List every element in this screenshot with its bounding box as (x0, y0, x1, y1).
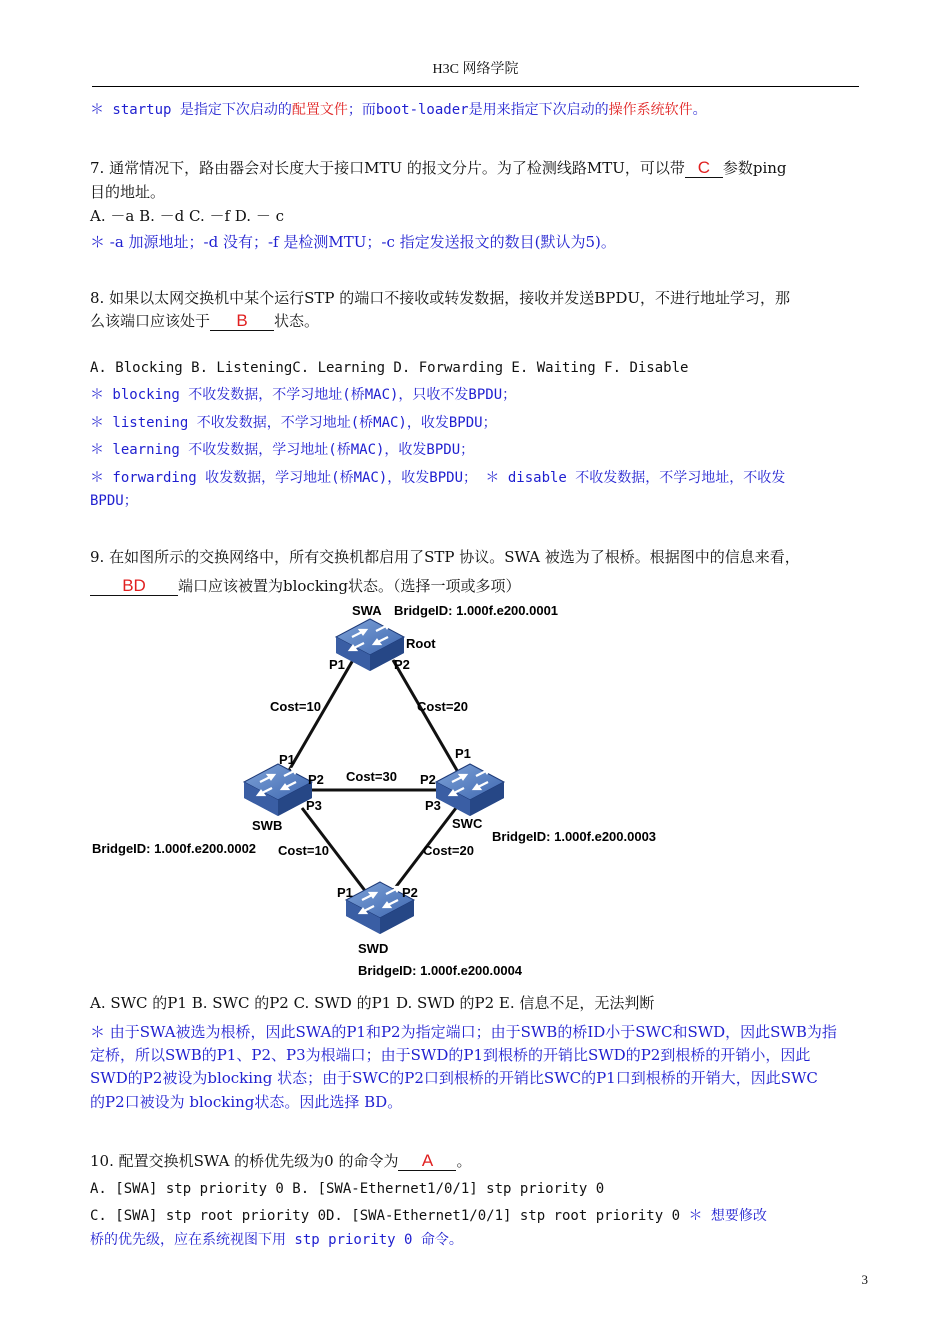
cost-swa-swb: Cost=10 (270, 699, 321, 714)
q9-note-2: 定桥，所以SWB的P1、P2、P3为根端口；由于SWD的P1到根桥的开销比SWD的P2到根桥的开销小，因此 (90, 1046, 811, 1064)
startup-note-text-1: ＊ startup 是指定下次启动的 (90, 102, 292, 118)
swa-bridge-id: BridgeID: 1.000f.e200.0001 (394, 603, 559, 618)
q10-answer-blank (398, 1152, 456, 1171)
q9-stem-line-1: 9. 在如图所示的交换网络中，所有交换机都启用了STP 协议。SWA 被选为了根桥。根据图中的信息来看， (90, 548, 800, 566)
swc-port-p3: P3 (425, 798, 441, 813)
q8-note-3: ＊ learning 不收发数据，学习地址(桥MAC)，收发BPDU； (90, 442, 475, 458)
q8-answer-blank (210, 312, 274, 331)
q8-answer: B (236, 311, 248, 330)
cost-swb-swd: Cost=10 (278, 843, 329, 858)
q10-answer: A (421, 1151, 434, 1170)
stp-topology-diagram (88, 600, 678, 985)
q8-note-4: ＊ forwarding 收发数据，学习地址(桥MAC)，收发BPDU； ＊ disable 不收发数据，不学习地址，不收发 (90, 470, 786, 486)
q10-note-end: 桥的优先级，应在系统视图下用 stp priority 0 命令。 (90, 1232, 463, 1248)
page-number: 3 (861, 1272, 868, 1287)
q7-options: A. －a B. －d C. －f D. － c (90, 207, 285, 225)
swb-port-p2: P2 (308, 772, 324, 787)
q7-answer-blank (685, 159, 723, 178)
q8-note-5: BPDU； (90, 493, 138, 509)
cost-swc-swd: Cost=20 (423, 843, 474, 858)
q8-stem-pre: 么该端口应该处于 (90, 312, 211, 330)
swa-port-p2: P2 (394, 657, 410, 672)
q9-stem-post: 端口应该被置为blocking状态。（选择一项或多项） (178, 577, 521, 595)
q8-stem-line-2 (90, 311, 319, 331)
q8-options: A. Blocking B. ListeningC. Learning D. Forwarding E. Waiting F. Disable (90, 360, 689, 376)
swa-port-p1: P1 (329, 657, 345, 672)
swc-port-p2: P2 (420, 772, 436, 787)
link-swa-swb (280, 660, 353, 786)
swd-name: SWD (358, 941, 389, 956)
q8-stem-line-1: 8. 如果以太网交换机中某个运行STP 的端口不接收或转发数据，接收并发送BPDU，不进行地址学习，那 (90, 289, 791, 307)
startup-note-text-3: 。 (692, 102, 707, 118)
q7-stem-line-1 (90, 158, 787, 178)
q7-stem-pre: 7. 通常情况下，路由器会对长度大于接口MTU 的报文分片。为了检测线路MTU，可以带 (90, 159, 685, 177)
q10-stem (90, 1151, 472, 1171)
swb-port-p3: P3 (306, 798, 322, 813)
q9-note-1: ＊ 由于SWA被选为根桥，因此SWA的P1和P2为指定端口；由于SWB的桥ID小于SWC和SWD，因此SWB为指 (90, 1023, 837, 1041)
q9-note-4: 的P2口被设为 blocking状态。因此选择 BD。 (90, 1093, 403, 1111)
q9-note-3: SWD的P2被设为blocking 状态；由于SWC的P2口到根桥的开销比SWC的P1口到根桥的开销大，因此SWC (90, 1069, 818, 1087)
q8-note-1: ＊ blocking 不收发数据，不学习地址(桥MAC)，只收不发BPDU； (90, 387, 517, 403)
header-rule (92, 86, 859, 87)
swc-port-p1: P1 (455, 746, 471, 761)
q8-stem-post: 状态。 (274, 312, 320, 330)
swd-bridge-id: BridgeID: 1.000f.e200.0004 (358, 963, 523, 978)
q9-stem-line-2 (90, 576, 520, 596)
q7-stem-line-2: 目的地址。 (90, 183, 166, 201)
q10-options-2 (90, 1206, 767, 1226)
cost-swb-swc: Cost=30 (346, 769, 397, 784)
startup-note-highlight-1: 配置文件 (291, 102, 348, 118)
q10-options-2-text: C. [SWA] stp root priority 0D. [SWA-Ethernet1/0/1] stp root priority 0 (90, 1208, 689, 1224)
swa-root-label: Root (406, 636, 436, 651)
swd-port-p1: P1 (337, 885, 353, 900)
startup-note-text-2: ；而boot-loader是用来指定下次启动的 (347, 102, 609, 118)
q9-options: A. SWC 的P1 B. SWC 的P2 C. SWD 的P1 D. SWD 的P2 E. 信息不足，无法判断 (90, 994, 655, 1012)
swc-bridge-id: BridgeID: 1.000f.e200.0003 (492, 829, 657, 844)
startup-note-highlight-2: 操作系统软件 (608, 102, 693, 118)
q8-note-2: ＊ listening 不收发数据，不学习地址(桥MAC)，收发BPDU； (90, 415, 497, 431)
link-swa-swc (393, 660, 466, 786)
swc-name: SWC (452, 816, 483, 831)
q7-answer: C (697, 158, 711, 177)
swb-port-p1: P1 (279, 752, 295, 767)
q7-stem-post: 参数ping (722, 159, 787, 177)
q9-answer-blank (90, 577, 178, 596)
q10-stem-pre: 10. 配置交换机SWA 的桥优先级为0 的命令为 (90, 1152, 399, 1170)
cost-swa-swc: Cost=20 (417, 699, 468, 714)
q10-stem-post: 。 (456, 1152, 472, 1170)
q10-note-start: ＊ 想要修改 (688, 1208, 767, 1224)
switch-icon-swc (436, 764, 504, 816)
q9-answer: BD (122, 576, 146, 595)
q10-options-1: A. [SWA] stp priority 0 B. [SWA-Ethernet1/0/1] stp priority 0 (90, 1181, 605, 1197)
swa-name: SWA (352, 603, 382, 618)
startup-note (90, 100, 707, 120)
q7-explanation: ＊ -a 加源地址；-d 没有；-f 是检测MTU；-c 指定发送报文的数目(默认为5)。 (90, 233, 616, 251)
swb-bridge-id: BridgeID: 1.000f.e200.0002 (92, 841, 257, 856)
swd-port-p2: P2 (402, 885, 418, 900)
swb-name: SWB (252, 818, 283, 833)
page-header: H3C 网络学院 (432, 62, 519, 77)
